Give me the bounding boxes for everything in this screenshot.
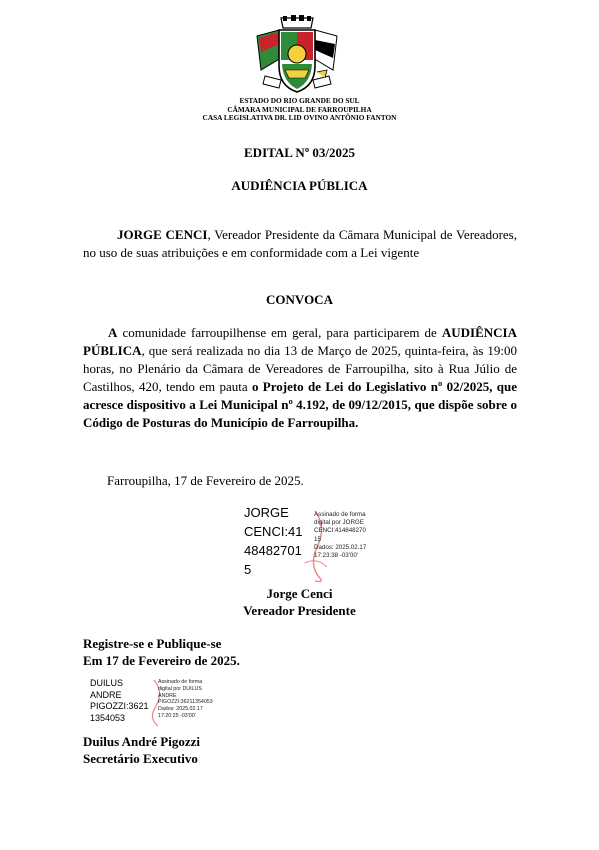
signature-1-details xyxy=(314,511,366,560)
signature-2-detail: Assinado de forma xyxy=(158,679,203,685)
signature-1-name-line: 5 xyxy=(244,562,252,577)
convoca-title: CONVOCA xyxy=(266,292,333,307)
signature-1-name-line: CENCI:41 xyxy=(244,524,303,539)
signature-1-name xyxy=(244,503,303,579)
header-house: CASA LEGISLATIVA DR. LID OVINO ANTÔNIO FANTON xyxy=(202,113,397,122)
signature-2-detail: Dados: 2025.02.17 xyxy=(158,706,203,713)
signer-1-name: Jorge Cenci xyxy=(266,586,333,601)
intro-paragraph xyxy=(83,226,517,262)
header-state: ESTADO DO RIO GRANDE DO SUL xyxy=(239,96,360,105)
signature-1-detail: digital por JORGE xyxy=(314,519,364,527)
header-chamber: CÂMARA MUNICIPAL DE FARROUPILHA xyxy=(227,104,372,114)
signature-2-name xyxy=(90,678,149,724)
signature-2-details xyxy=(158,679,213,720)
signature-2-name-line: PIGOZZI:3621 xyxy=(90,701,149,711)
subject-title: AUDIÊNCIA PÚBLICA xyxy=(231,178,368,193)
signature-1-detail: Assinado de forma xyxy=(314,511,366,518)
signature-1-detail: 17:23:38 -03'00' xyxy=(314,552,358,560)
signer-1-role: Vereador Presidente xyxy=(243,603,356,618)
signature-1-name-line: 48482701 xyxy=(244,543,302,558)
register-line-2: Em 17 de Fevereiro de 2025. xyxy=(83,653,240,668)
body-text-2: , que será realizada no dia 13 de Março de 2025, quinta-feira, às 19:00 horas, no Plenário da Câmara de Vereadores de Farroupilha, sito à Rua Júlio de Castilhos, 420, tendo em pauta xyxy=(83,343,517,394)
signature-2-name-line: 1354053 xyxy=(90,712,126,723)
body-text-1: comunidade farroupilhense em geral, para participarem de xyxy=(117,325,442,340)
signature-1-name-line: JORGE xyxy=(244,505,289,520)
register-line-1: Registre-se e Publique-se xyxy=(83,636,222,651)
signature-2-name-line: ANDRE xyxy=(90,689,122,700)
body-a: A xyxy=(108,325,118,340)
intro-text: , Vereador Presidente da Câmara Municipal de Vereadores, no uso de suas atribuições e em conformidade com a Lei vigente xyxy=(83,227,517,260)
signature-2-name-line: DUILUS xyxy=(90,678,124,688)
signer-2-role: Secretário Executivo xyxy=(83,751,198,766)
signer-2-name: Duilus André Pigozzi xyxy=(83,734,201,749)
signature-1-detail: 15 xyxy=(314,535,321,543)
place-date: Farroupilha, 17 de Fevereiro de 2025. xyxy=(107,473,304,488)
municipal-coat-of-arms xyxy=(255,14,339,96)
signature-2-detail: ANDRE xyxy=(158,692,177,699)
signature-1-detail: CENCI:414848270 xyxy=(314,527,366,535)
intro-name: JORGE CENCI xyxy=(117,227,208,242)
signature-1-detail: Dados: 2025.02.17 xyxy=(314,543,367,551)
body-audiencia: AUDIÊNCIA PÚBLICA xyxy=(83,325,517,358)
signature-2-detail: 17:20:25 -03'00' xyxy=(158,712,196,719)
signature-2-detail: PIGOZZI:36211354053 xyxy=(158,699,213,706)
edital-title: EDITAL Nº 03/2025 xyxy=(244,145,355,160)
body-project: o Projeto de Lei do Legislativo nº 02/2025, que acresce dispositivo a Lei Municipal nº 4.192, de 09/12/2015, que dispõe sobre o Código de Posturas do Município de Farroupilha. xyxy=(83,379,517,430)
signature-2-detail: digital por DUILUS xyxy=(158,685,202,692)
body-paragraph xyxy=(83,324,517,432)
